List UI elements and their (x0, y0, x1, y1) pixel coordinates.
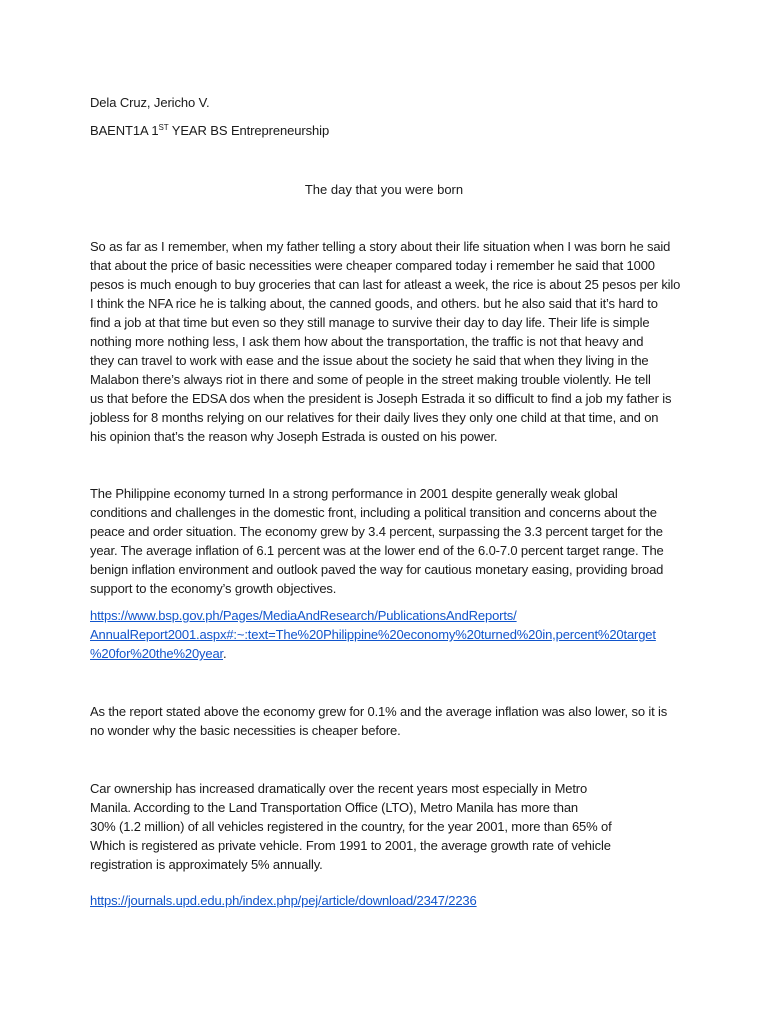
paragraph-line: his opinion that’s the reason why Joseph Estrada is ousted on his power. (90, 429, 498, 444)
paragraph-line: jobless for 8 months relying on our relatives for their daily lives they only one child at that time, and on (90, 410, 659, 425)
paragraph-line: 30% (1.2 million) of all vehicles registered in the country, for the year 2001, more than 65% of (90, 819, 612, 834)
paragraph-conclusion (90, 702, 690, 740)
paragraph-line: I think the NFA rice he is talking about, the canned goods, and others. but he also said that it’s hard to (90, 296, 658, 311)
paragraph-line: So as far as I remember, when my father telling a story about their life situation when I was born he said (90, 239, 671, 254)
paragraph-line: peace and order situation. The economy grew by 3.4 percent, surpassing the 3.3 percent target for the (90, 524, 663, 539)
bsp-link-line[interactable]: %20for%20the%20year (90, 646, 224, 661)
course-suffix: YEAR BS Entrepreneurship (168, 123, 330, 138)
paragraph-line: year. The average inflation of 6.1 percent was at the lower end of the 6.0-7.0 percent target range. The (90, 543, 664, 558)
paragraph-father-story (90, 237, 690, 446)
reference-link-upd (90, 891, 690, 910)
paragraph-line: find a job at that time but even so they still manage to survive their day to day life. Their life is simple (90, 315, 650, 330)
bsp-link-line[interactable]: AnnualReport2001.aspx#:~:text=The%20Philippine%20economy%20turned%20in,percent%20target (90, 627, 656, 642)
paragraph-line: nothing more nothing less, I ask them how about the transportation, the traffic is not that heavy and (90, 334, 644, 349)
paragraph-line: us that before the EDSA dos when the president is Joseph Estrada it so difficult to find a job my father is (90, 391, 672, 406)
paragraph-line: registration is approximately 5% annually. (90, 857, 323, 872)
course-line (90, 121, 329, 140)
reference-link-bsp (90, 606, 690, 663)
paragraph-line: The Philippine economy turned In a strong performance in 2001 despite generally weak global (90, 486, 618, 501)
course-superscript: ST (158, 123, 169, 132)
paragraph-car-ownership (90, 779, 690, 874)
link-trailing-period: . (223, 646, 227, 661)
paragraph-line: no wonder why the basic necessities is cheaper before. (90, 723, 401, 738)
paragraph-line: As the report stated above the economy grew for 0.1% and the average inflation was also lower, so it is (90, 704, 668, 719)
author-name: Dela Cruz, Jericho V. (90, 95, 210, 110)
paragraph-line: Malabon there’s always riot in there and some of people in the street making trouble violently. He tell (90, 372, 651, 387)
paragraph-line: benign inflation environment and outlook paved the way for cautious monetary easing, providing broad (90, 562, 664, 577)
paragraph-economy (90, 484, 690, 598)
upd-journal-link[interactable]: https://journals.upd.edu.ph/index.php/pej/article/download/2347/2236 (90, 893, 477, 908)
paragraph-line: Which is registered as private vehicle. From 1991 to 2001, the average growth rate of vehicle (90, 838, 611, 853)
paragraph-line: support to the economy’s growth objectives. (90, 581, 337, 596)
paragraph-line: pesos is much enough to buy groceries that can last for atleast a week, the rice is about 25 pesos per kilo (90, 277, 681, 292)
paragraph-line: conditions and challenges in the domestic front, including a political transition and concerns about the (90, 505, 657, 520)
course-prefix: BAENT1A 1 (90, 123, 159, 138)
paragraph-line: they can travel to work with ease and the issue about the society he said that when they living in the (90, 353, 649, 368)
document-title: The day that you were born (304, 182, 464, 197)
paragraph-line: Car ownership has increased dramatically over the recent years most especially in Metro (90, 781, 588, 796)
bsp-link-line[interactable]: https://www.bsp.gov.ph/Pages/MediaAndResearch/PublicationsAndReports/ (90, 608, 517, 623)
paragraph-line: that about the price of basic necessities were cheaper compared today i remember he said that 1000 (90, 258, 655, 273)
paragraph-line: Manila. According to the Land Transportation Office (LTO), Metro Manila has more than (90, 800, 579, 815)
